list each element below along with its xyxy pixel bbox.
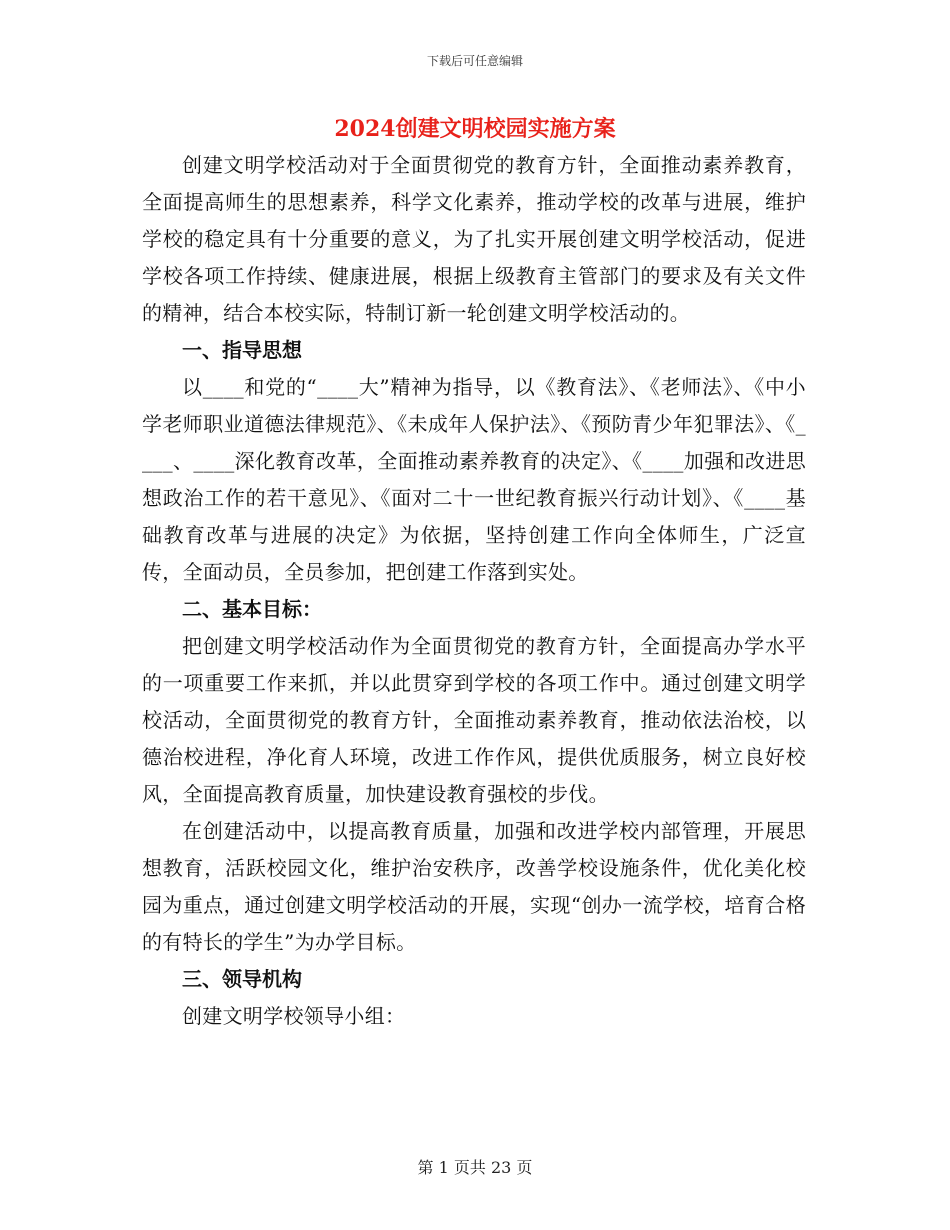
section-heading-guiding: 一、指导思想	[182, 338, 302, 362]
section-heading-goal: 二、基本目标：	[182, 597, 322, 621]
document-title: 2024创建文明校园实施方案	[334, 116, 616, 142]
page-footer: 第 1 页共 23 页	[417, 1158, 533, 1177]
document-body	[142, 147, 806, 1035]
guiding-paragraph: 以____和党的“____大”精神为指导，以《教育法》、《老师法》、《中小学老师职业道德法律规范》、《未成年人保护法》、《预防青少年犯罪法》、《____、____深化教育改革，全面推动素养教育的决定》、《____加强和改进思想政治工作的若干意见》、《面对二十一世纪教育振兴行动计划》、《____基础教育改革与进展的决定》为依据，坚持创建工作向全体师生，广泛宣传，全面动员，全员参加，把创建工作落到实处。	[142, 375, 806, 584]
goal-paragraph-1: 把创建文明学校活动作为全面贯彻党的教育方针，全面提高办学水平的一项重要工作来抓，并以此贯穿到学校的各项工作中。通过创建文明学校活动，全面贯彻党的教育方针，全面推动素养教育，推动依法治校，以德治校进程，净化育人环境，改进工作作风，提供优质服务，树立良好校风，全面提高教育质量，加快建设教育强校的步伐。	[142, 634, 806, 806]
section-heading-leadership: 三、领导机构	[182, 967, 302, 991]
header-note: 下载后可任意编辑	[426, 54, 523, 68]
intro-paragraph: 创建文明学校活动对于全面贯彻党的教育方针，全面推动素养教育，全面提高师生的思想素养，科学文化素养，推动学校的改革与进展，维护学校的稳定具有十分重要的意义，为了扎实开展创建文明学校活动，促进学校各项工作持续、健康进展，根据上级教育主管部门的要求及有关文件的精神，结合本校实际，特制订新一轮创建文明学校活动的。	[142, 153, 806, 325]
leadership-paragraph: 创建文明学校领导小组：	[182, 1004, 406, 1028]
goal-paragraph-2: 在创建活动中，以提高教育质量，加强和改进学校内部管理，开展思想教育，活跃校园文化，维护治安秩序，改善学校设施条件，优化美化校园为重点，通过创建文明学校活动的开展，实现“创办一流学校，培育合格的有特长的学生”为办学目标。	[142, 819, 806, 954]
